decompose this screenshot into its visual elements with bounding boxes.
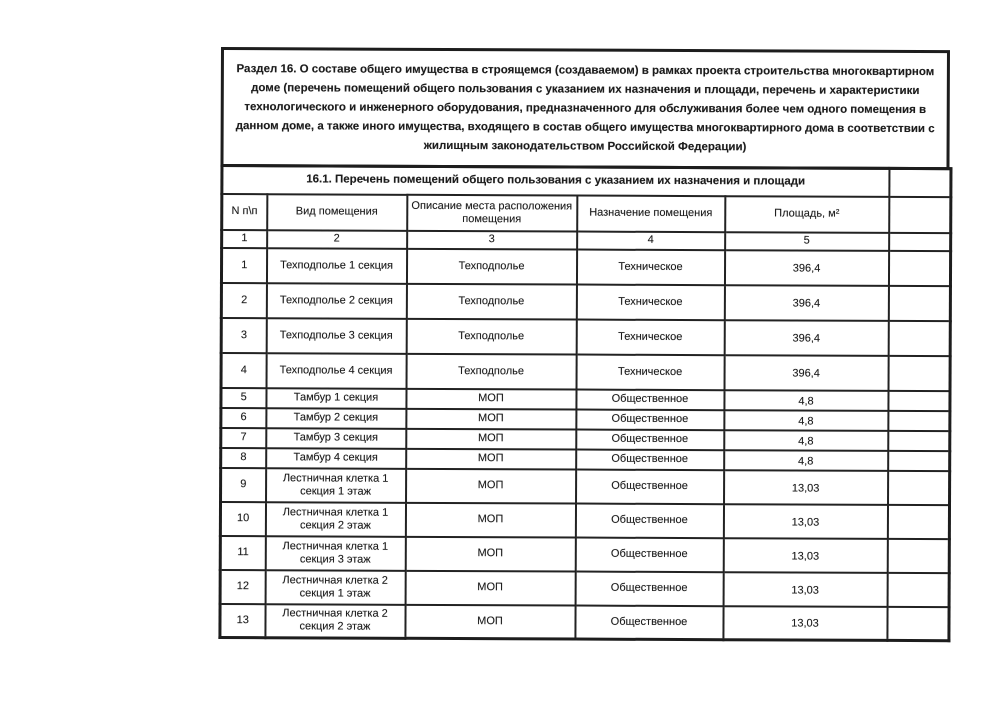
empty-cell xyxy=(888,390,950,410)
column-number: 5 xyxy=(725,232,889,251)
empty-cell xyxy=(888,355,950,390)
cell-row-number: 10 xyxy=(220,502,265,536)
cell-area: 4,8 xyxy=(724,430,888,451)
cell-location: Техподполье xyxy=(406,353,576,389)
empty-cell xyxy=(888,285,950,320)
cell-location: Техподполье xyxy=(406,248,576,284)
empty-cell xyxy=(888,430,950,450)
section-16-title-paragraph: Раздел 16. О составе общего имущества в строящемся (создаваемом) в рамках проекта строительства многоквартирном доме (перечень помещений общего пользования с указанием их назначения и площади, перечень и характеристики технологического и инженерного оборудования, предназначенного для обслуживания более чем одного помещения в данном доме, а также иного имущества, входящего в состав общего имущества многоквартирного дома в соответствии с жилищным законодательством Российской Федерации) xyxy=(220,47,950,170)
empty-cell xyxy=(887,538,949,572)
cell-premise-type: Тамбур 1 секция xyxy=(266,388,406,409)
cell-row-number: 12 xyxy=(220,570,265,604)
cell-premise-type: Тамбур 4 секция xyxy=(266,448,406,469)
cell-premise-type: Лестничная клетка 1 секция 1 этаж xyxy=(266,468,406,503)
cell-premise-type: Тамбур 2 секция xyxy=(266,408,406,429)
cell-area: 396,4 xyxy=(724,320,888,356)
cell-area: 396,4 xyxy=(724,250,888,286)
cell-row-number: 2 xyxy=(221,283,266,318)
column-number: 1 xyxy=(222,230,267,248)
cell-area: 13,03 xyxy=(723,606,887,641)
cell-row-number: 13 xyxy=(220,604,265,638)
cell-purpose: Общественное xyxy=(576,449,724,470)
empty-cell xyxy=(888,410,950,430)
empty-cell xyxy=(888,450,950,470)
empty-cell xyxy=(888,320,950,355)
empty-cell xyxy=(887,504,949,538)
cell-area: 13,03 xyxy=(723,538,887,573)
cell-row-number: 11 xyxy=(220,536,265,570)
common-property-table xyxy=(218,164,952,642)
cell-premise-type: Лестничная клетка 2 секция 1 этаж xyxy=(265,570,405,605)
cell-purpose: Общественное xyxy=(575,503,723,538)
table-row xyxy=(220,570,949,607)
column-header: Вид помещения xyxy=(267,194,407,231)
table-row xyxy=(220,604,949,641)
cell-row-number: 9 xyxy=(221,468,266,502)
cell-location: МОП xyxy=(405,570,575,605)
empty-cell xyxy=(889,232,951,250)
column-header: N п\п xyxy=(222,194,267,230)
cell-purpose: Техническое xyxy=(576,354,724,390)
cell-premise-type: Техподполье 3 секция xyxy=(266,318,406,354)
cell-premise-type: Техподполье 4 секция xyxy=(266,353,406,389)
cell-row-number: 7 xyxy=(221,428,266,448)
table-row xyxy=(221,318,950,356)
cell-purpose: Общественное xyxy=(576,389,724,410)
empty-cell xyxy=(889,196,951,232)
column-header-row xyxy=(222,194,951,233)
cell-area: 4,8 xyxy=(724,450,888,471)
empty-cell xyxy=(887,572,949,606)
table-row xyxy=(220,502,949,539)
cell-area: 13,03 xyxy=(723,572,887,607)
cell-area: 13,03 xyxy=(723,504,887,539)
cell-purpose: Общественное xyxy=(576,429,724,450)
cell-location: МОП xyxy=(405,502,575,537)
column-header: Назначение помещения xyxy=(577,195,725,232)
cell-area: 4,8 xyxy=(724,410,888,431)
cell-row-number: 4 xyxy=(221,353,266,388)
cell-premise-type: Лестничная клетка 1 секция 2 этаж xyxy=(265,502,405,537)
table-row xyxy=(221,248,950,286)
table-row xyxy=(221,283,950,321)
cell-purpose: Общественное xyxy=(576,469,724,504)
cell-purpose: Общественное xyxy=(575,605,723,640)
cell-purpose: Техническое xyxy=(576,284,724,320)
column-header: Описание места расположения помещения xyxy=(407,194,577,231)
cell-location: МОП xyxy=(406,388,576,409)
cell-location: Техподполье xyxy=(406,283,576,319)
column-number: 2 xyxy=(267,230,407,249)
cell-premise-type: Тамбур 3 секция xyxy=(266,428,406,449)
table-row xyxy=(221,353,950,391)
cell-area: 396,4 xyxy=(724,285,888,321)
cell-row-number: 5 xyxy=(221,388,266,408)
cell-location: МОП xyxy=(405,604,575,639)
table-row xyxy=(221,468,950,505)
cell-row-number: 8 xyxy=(221,448,266,468)
cell-area: 396,4 xyxy=(724,355,888,391)
cell-purpose: Техническое xyxy=(576,249,724,285)
cell-location: МОП xyxy=(405,536,575,571)
cell-purpose: Общественное xyxy=(576,409,724,430)
cell-area: 4,8 xyxy=(724,390,888,411)
empty-cell xyxy=(887,606,949,640)
scanned-document xyxy=(218,47,950,642)
cell-row-number: 3 xyxy=(221,318,266,353)
empty-cell xyxy=(889,250,951,285)
cell-purpose: Техническое xyxy=(576,319,724,355)
empty-cell xyxy=(889,168,951,196)
cell-premise-type: Лестничная клетка 1 секция 3 этаж xyxy=(265,536,405,571)
table-row xyxy=(220,536,949,573)
cell-purpose: Общественное xyxy=(575,537,723,572)
cell-row-number: 1 xyxy=(221,248,266,283)
cell-premise-type: Лестничная клетка 2 секция 2 этаж xyxy=(265,604,405,639)
section-16-1-row xyxy=(222,166,951,197)
empty-cell xyxy=(888,470,950,504)
column-number: 3 xyxy=(407,230,577,249)
cell-location: МОП xyxy=(406,448,576,469)
cell-premise-type: Техподполье 1 секция xyxy=(266,248,406,284)
cell-area: 13,03 xyxy=(724,470,888,505)
section-16-1-title: 16.1. Перечень помещений общего пользования с указанием их назначения и площади xyxy=(222,166,889,197)
cell-purpose: Общественное xyxy=(575,571,723,606)
cell-location: МОП xyxy=(406,408,576,429)
cell-row-number: 6 xyxy=(221,408,266,428)
cell-premise-type: Техподполье 2 секция xyxy=(266,283,406,319)
cell-location: МОП xyxy=(406,468,576,503)
cell-location: Техподполье xyxy=(406,318,576,354)
column-number: 4 xyxy=(577,231,725,250)
cell-location: МОП xyxy=(406,428,576,449)
column-header: Площадь, м² xyxy=(725,196,889,233)
